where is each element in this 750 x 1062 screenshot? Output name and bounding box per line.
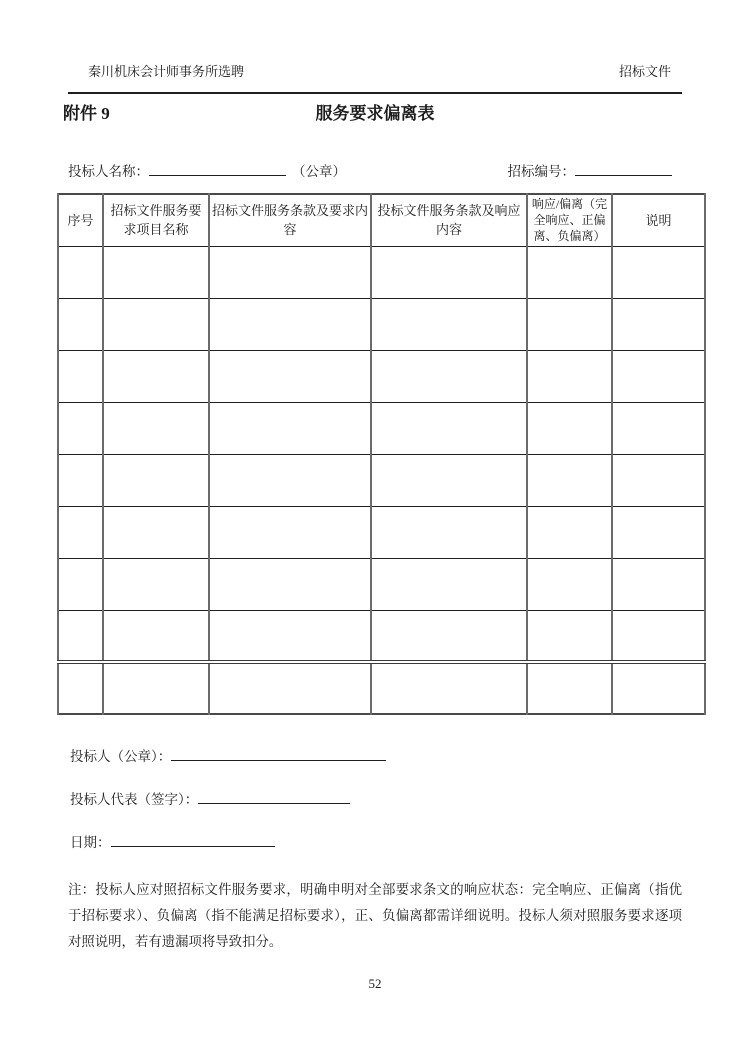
table-row — [58, 402, 705, 454]
bidder-name-blank — [149, 163, 286, 176]
table-row — [58, 506, 705, 558]
header-rule — [68, 92, 682, 94]
table-row — [58, 454, 705, 506]
date-blank — [111, 834, 275, 847]
form-row — [68, 163, 682, 180]
deviation-table — [57, 193, 706, 715]
signature-block — [70, 748, 682, 851]
title-row — [63, 102, 682, 126]
col-header-deviation: 响应/偏离（完全响应、正偏离、负偏离） — [527, 194, 612, 246]
page-title: 服务要求偏离表 — [315, 104, 435, 123]
date-label: 日期： — [70, 835, 111, 850]
representative-sign-blank — [198, 791, 350, 804]
table-header-row — [58, 194, 705, 246]
running-header-left: 秦川机床会计师事务所选聘 — [88, 64, 245, 79]
table-row — [58, 558, 705, 610]
bidder-name-group — [68, 163, 346, 180]
bidder-name-label: 投标人名称： — [68, 164, 149, 179]
representative-label: 投标人代表（签字）： — [70, 792, 199, 807]
table-row — [58, 610, 705, 662]
col-header-remark: 说明 — [612, 194, 705, 246]
tender-no-blank — [575, 163, 672, 176]
representative-sign-line — [70, 791, 682, 808]
running-header-right: 招标文件 — [618, 64, 671, 79]
bidder-seal-blank — [171, 748, 386, 761]
table-row — [58, 246, 705, 298]
col-header-item-name: 招标文件服务要求项目名称 — [103, 194, 209, 246]
tender-no-label: 招标编号： — [507, 164, 575, 179]
table-row — [58, 298, 705, 350]
tender-no-group — [508, 163, 673, 180]
running-header — [68, 64, 682, 79]
date-line — [70, 834, 682, 851]
bidder-seal-label: 投标人（公章）： — [70, 749, 172, 764]
col-header-tender-terms: 招标文件服务条款及要求内容 — [209, 194, 371, 246]
table-row — [58, 350, 705, 402]
bidder-seal-line — [70, 748, 682, 765]
page-number: 52 — [368, 976, 382, 991]
col-header-bid-response: 投标文件服务条款及响应内容 — [371, 194, 527, 246]
table-row — [58, 662, 705, 714]
note-paragraph: 注：投标人应对照招标文件服务要求，明确申明对全部要求条文的响应状态：完全响应、正偏离（指优于招标要求）、负偏离（指不能满足招标要求），正、负偏离都需详细说明。投标人须对照服务要求逐项对照说明，若有遗漏项将导致扣分。 — [68, 882, 682, 949]
attachment-label: 附件 9 — [63, 104, 110, 123]
seal-label: （公章） — [292, 164, 346, 179]
col-header-seq: 序号 — [58, 194, 103, 246]
